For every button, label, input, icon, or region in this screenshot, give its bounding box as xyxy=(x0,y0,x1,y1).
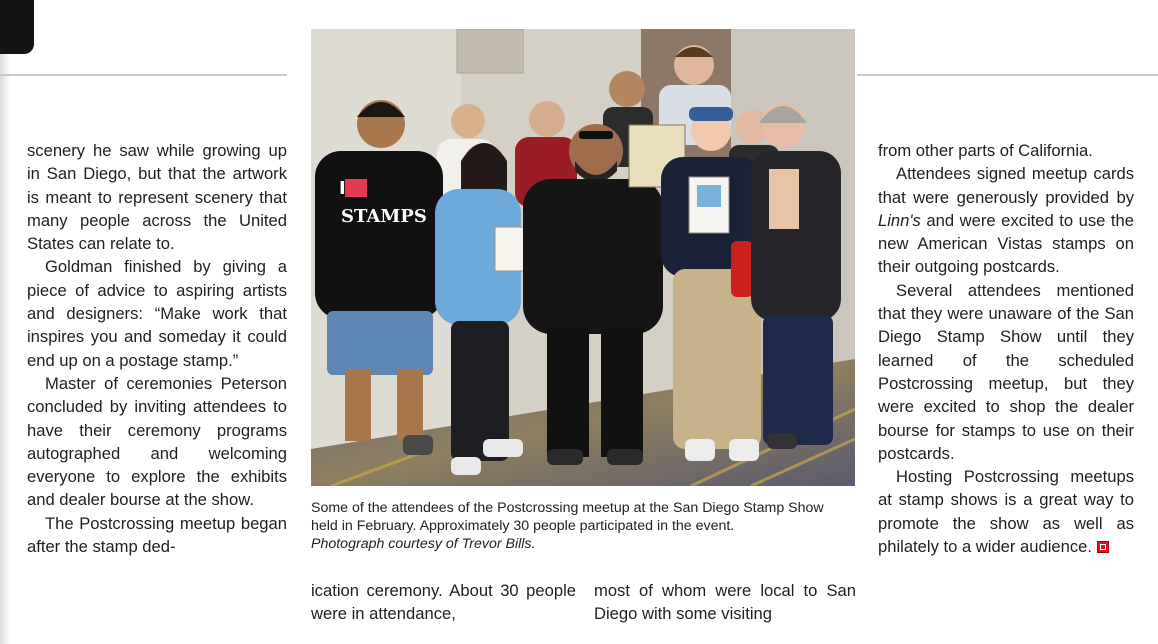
paragraph: Master of ceremonies Peterson concluded by inviting attendees to have their ceremony programs autographed and welcoming everyone to explore the exhibits and dealer bourse at the show. xyxy=(27,373,287,510)
paragraph: The Postcrossing meetup began after the stamp ded- xyxy=(27,513,287,557)
paragraph: Goldman finished by giving a piece of advice to aspiring artists and designers: “Make work that inspires you and someday it could end up on a postage stamp.” xyxy=(27,257,287,370)
paragraph xyxy=(878,465,1134,558)
shirt-text-i: I xyxy=(339,178,346,199)
article-column-3 xyxy=(594,579,856,626)
text-run: Attendees signed meetup cards that were generously provided by xyxy=(878,164,1134,207)
article-column-4 xyxy=(878,139,1134,558)
top-rule-left xyxy=(0,74,287,76)
group-photo-illustration xyxy=(311,29,855,486)
text-run: Hosting Postcrossing meetups at stamp shows is a great way to promote the show as well as philately to a wider audience. xyxy=(878,467,1134,557)
paragraph xyxy=(878,162,1134,278)
corner-overlay xyxy=(0,0,34,54)
caption-text: Some of the attendees of the Postcrossing meetup at the San Diego Stamp Show held in February. Approximately 30 people participated in the event. xyxy=(311,500,824,534)
paragraph: ication ceremony. About 30 people were in attendance, xyxy=(311,581,576,624)
paragraph: scenery he saw while growing up in San Diego, but that the artwork is meant to represent scenery that many people across the United States can relate to. xyxy=(27,141,287,254)
photo-caption xyxy=(311,499,851,553)
meetup-group-photo xyxy=(311,29,855,486)
end-of-article-mark xyxy=(1097,541,1109,553)
top-rule-right xyxy=(857,74,1158,76)
text-run: and were excited to use the new American Vistas stamps on their outgoing postcards. xyxy=(878,210,1134,277)
paragraph: from other parts of California. xyxy=(878,141,1093,160)
page-gutter-shadow xyxy=(0,0,10,644)
photo-credit: Photograph courtesy of Trevor Bills. xyxy=(311,536,536,552)
paragraph: most of whom were local to San Diego with some visiting xyxy=(594,581,856,624)
paragraph: Several attendees mentioned that they were unaware of the San Diego Stamp Show until they learned of the scheduled Postcrossing meetup, but they were excited to shop the dealer bourse for stamps to use on their postcards. xyxy=(878,280,1134,463)
shirt-text-stamps: STAMPS xyxy=(341,206,427,227)
article-column-2 xyxy=(311,579,576,626)
article-column-1 xyxy=(27,139,287,558)
publication-name: Linn's xyxy=(878,210,921,230)
